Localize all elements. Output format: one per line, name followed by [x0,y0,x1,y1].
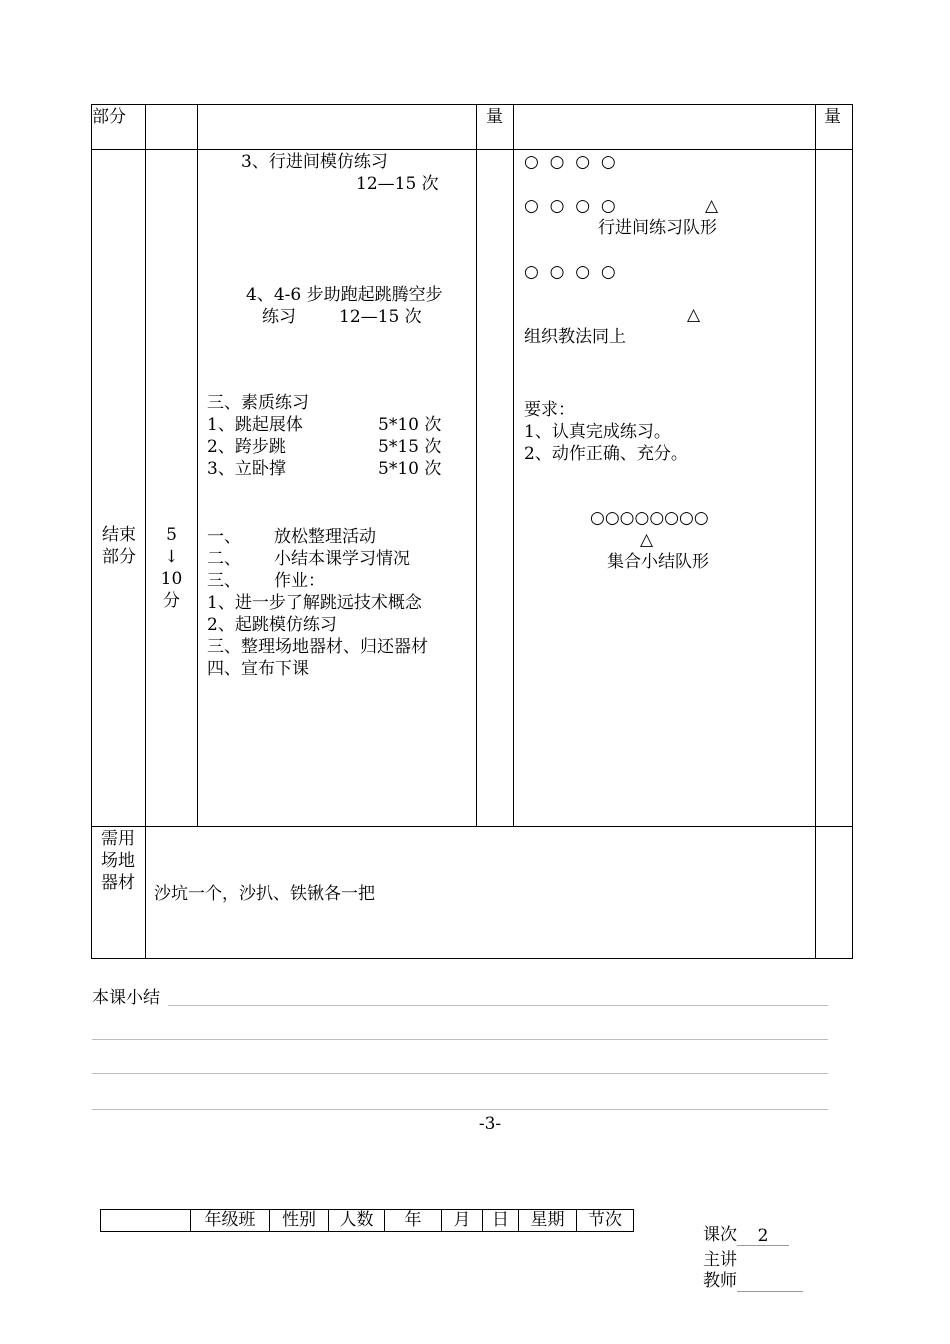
time-top: 5 [166,525,177,545]
equipment-col-divider [145,826,146,958]
teacher-triangle: △ [705,196,719,216]
drill4-reps: 12—15 次 [339,307,422,327]
formation-row: ○ ○ ○ ○ [524,262,616,282]
teacher-triangle: △ [687,305,701,325]
requirement-item: 2、动作正确、充分。 [524,444,688,464]
homework-item: 三、整理场地器材、归还器材 [207,637,428,657]
period-cell: 节次 [577,1210,634,1232]
assembly-label: 集合小结队形 [607,552,709,572]
grade-class-cell: 年级班 [191,1210,270,1232]
day-cell: 日 [483,1210,519,1232]
drill3-reps: 12—15 次 [356,174,439,194]
teacher-triangle: △ [640,530,654,550]
equipment-value: 沙坑一个，沙扒、铁锹各一把 [154,884,375,904]
header-divider [91,149,853,150]
ending-part-label: 结束部分 [102,525,136,567]
table-left-border [91,104,92,958]
teacher-label: 教师 [703,1271,737,1291]
ending-item-num: 三、 [207,571,241,591]
lesson-info-table [100,1209,634,1232]
summary-line[interactable] [92,1109,828,1110]
ending-item-num: 二、 [207,549,241,569]
same-method-text: 组织教法同上 [524,327,626,347]
quality-item-reps: 5*10 次 [378,415,442,435]
quality-item-name: 2、跨步跳 [207,437,286,457]
weekday-cell: 星期 [519,1210,577,1232]
teacher-field [703,1270,803,1292]
col-divider-5 [815,104,816,958]
summary-line[interactable] [168,1005,828,1006]
drill4-title: 4、4-6 步助跑起跳腾空步 [246,285,443,305]
quality-item-name: 1、跳起展体 [207,415,303,435]
col-divider-4 [513,104,514,826]
month-cell: 月 [442,1210,483,1232]
summary-line[interactable] [92,1039,828,1040]
col-divider-2 [197,104,198,826]
assembly-circles: ○○○○○○○○ [590,508,709,528]
homework-item: 四、宣布下课 [207,659,309,679]
header-part-label: 部分 [92,107,126,127]
header-amount-left: 量 [486,107,503,127]
teacher-name-line[interactable] [737,1271,803,1292]
quality-item-reps: 5*15 次 [378,437,442,457]
requirements-title: 要求： [524,400,575,420]
blank-cell [101,1210,191,1232]
page-number: -3- [478,1114,502,1134]
lecturer-label: 主讲 [703,1250,737,1270]
equipment-label: 需用场地器材 [101,829,135,893]
summary-label: 本课小结 [92,988,160,1008]
table-row [101,1210,634,1232]
headcount-cell: 人数 [329,1210,385,1232]
requirement-item: 1、认真完成练习。 [524,422,671,442]
quality-title: 三、素质练习 [207,393,309,413]
lesson-label: 课次 [703,1225,737,1245]
lesson-number-field [703,1224,789,1246]
ending-item-text: 作业： [274,571,325,591]
year-cell: 年 [385,1210,442,1232]
ending-item-num: 一、 [207,527,241,547]
col-divider-3 [476,104,477,826]
lesson-number: 2 [737,1225,789,1246]
formation-row: ○ ○ ○ ○ [524,152,616,172]
table-right-border [852,104,853,958]
table-bottom-border [91,958,853,959]
time-bottom: 10 [160,569,183,589]
section-divider [91,826,853,827]
ending-item-text: 小结本课学习情况 [274,549,410,569]
formation-row: ○ ○ ○ ○ [524,196,616,216]
quality-item-reps: 5*10 次 [378,459,442,479]
drill4-line2: 练习 [262,307,296,327]
homework-item: 1、进一步了解跳远技术概念 [207,593,422,613]
gender-cell: 性别 [270,1210,329,1232]
header-amount-right: 量 [824,107,841,127]
col-divider-1 [145,104,146,826]
drill3-title: 3、行进间模仿练习 [241,152,388,172]
time-arrow: ↓ [164,547,179,567]
summary-line[interactable] [92,1073,828,1074]
ending-item-text: 放松整理活动 [274,527,376,547]
homework-item: 2、起跳模仿练习 [207,615,337,635]
formation-label: 行进间练习队形 [598,218,717,238]
quality-item-name: 3、立卧撑 [207,459,286,479]
time-unit: 分 [163,591,180,611]
table-top-border [91,104,853,105]
